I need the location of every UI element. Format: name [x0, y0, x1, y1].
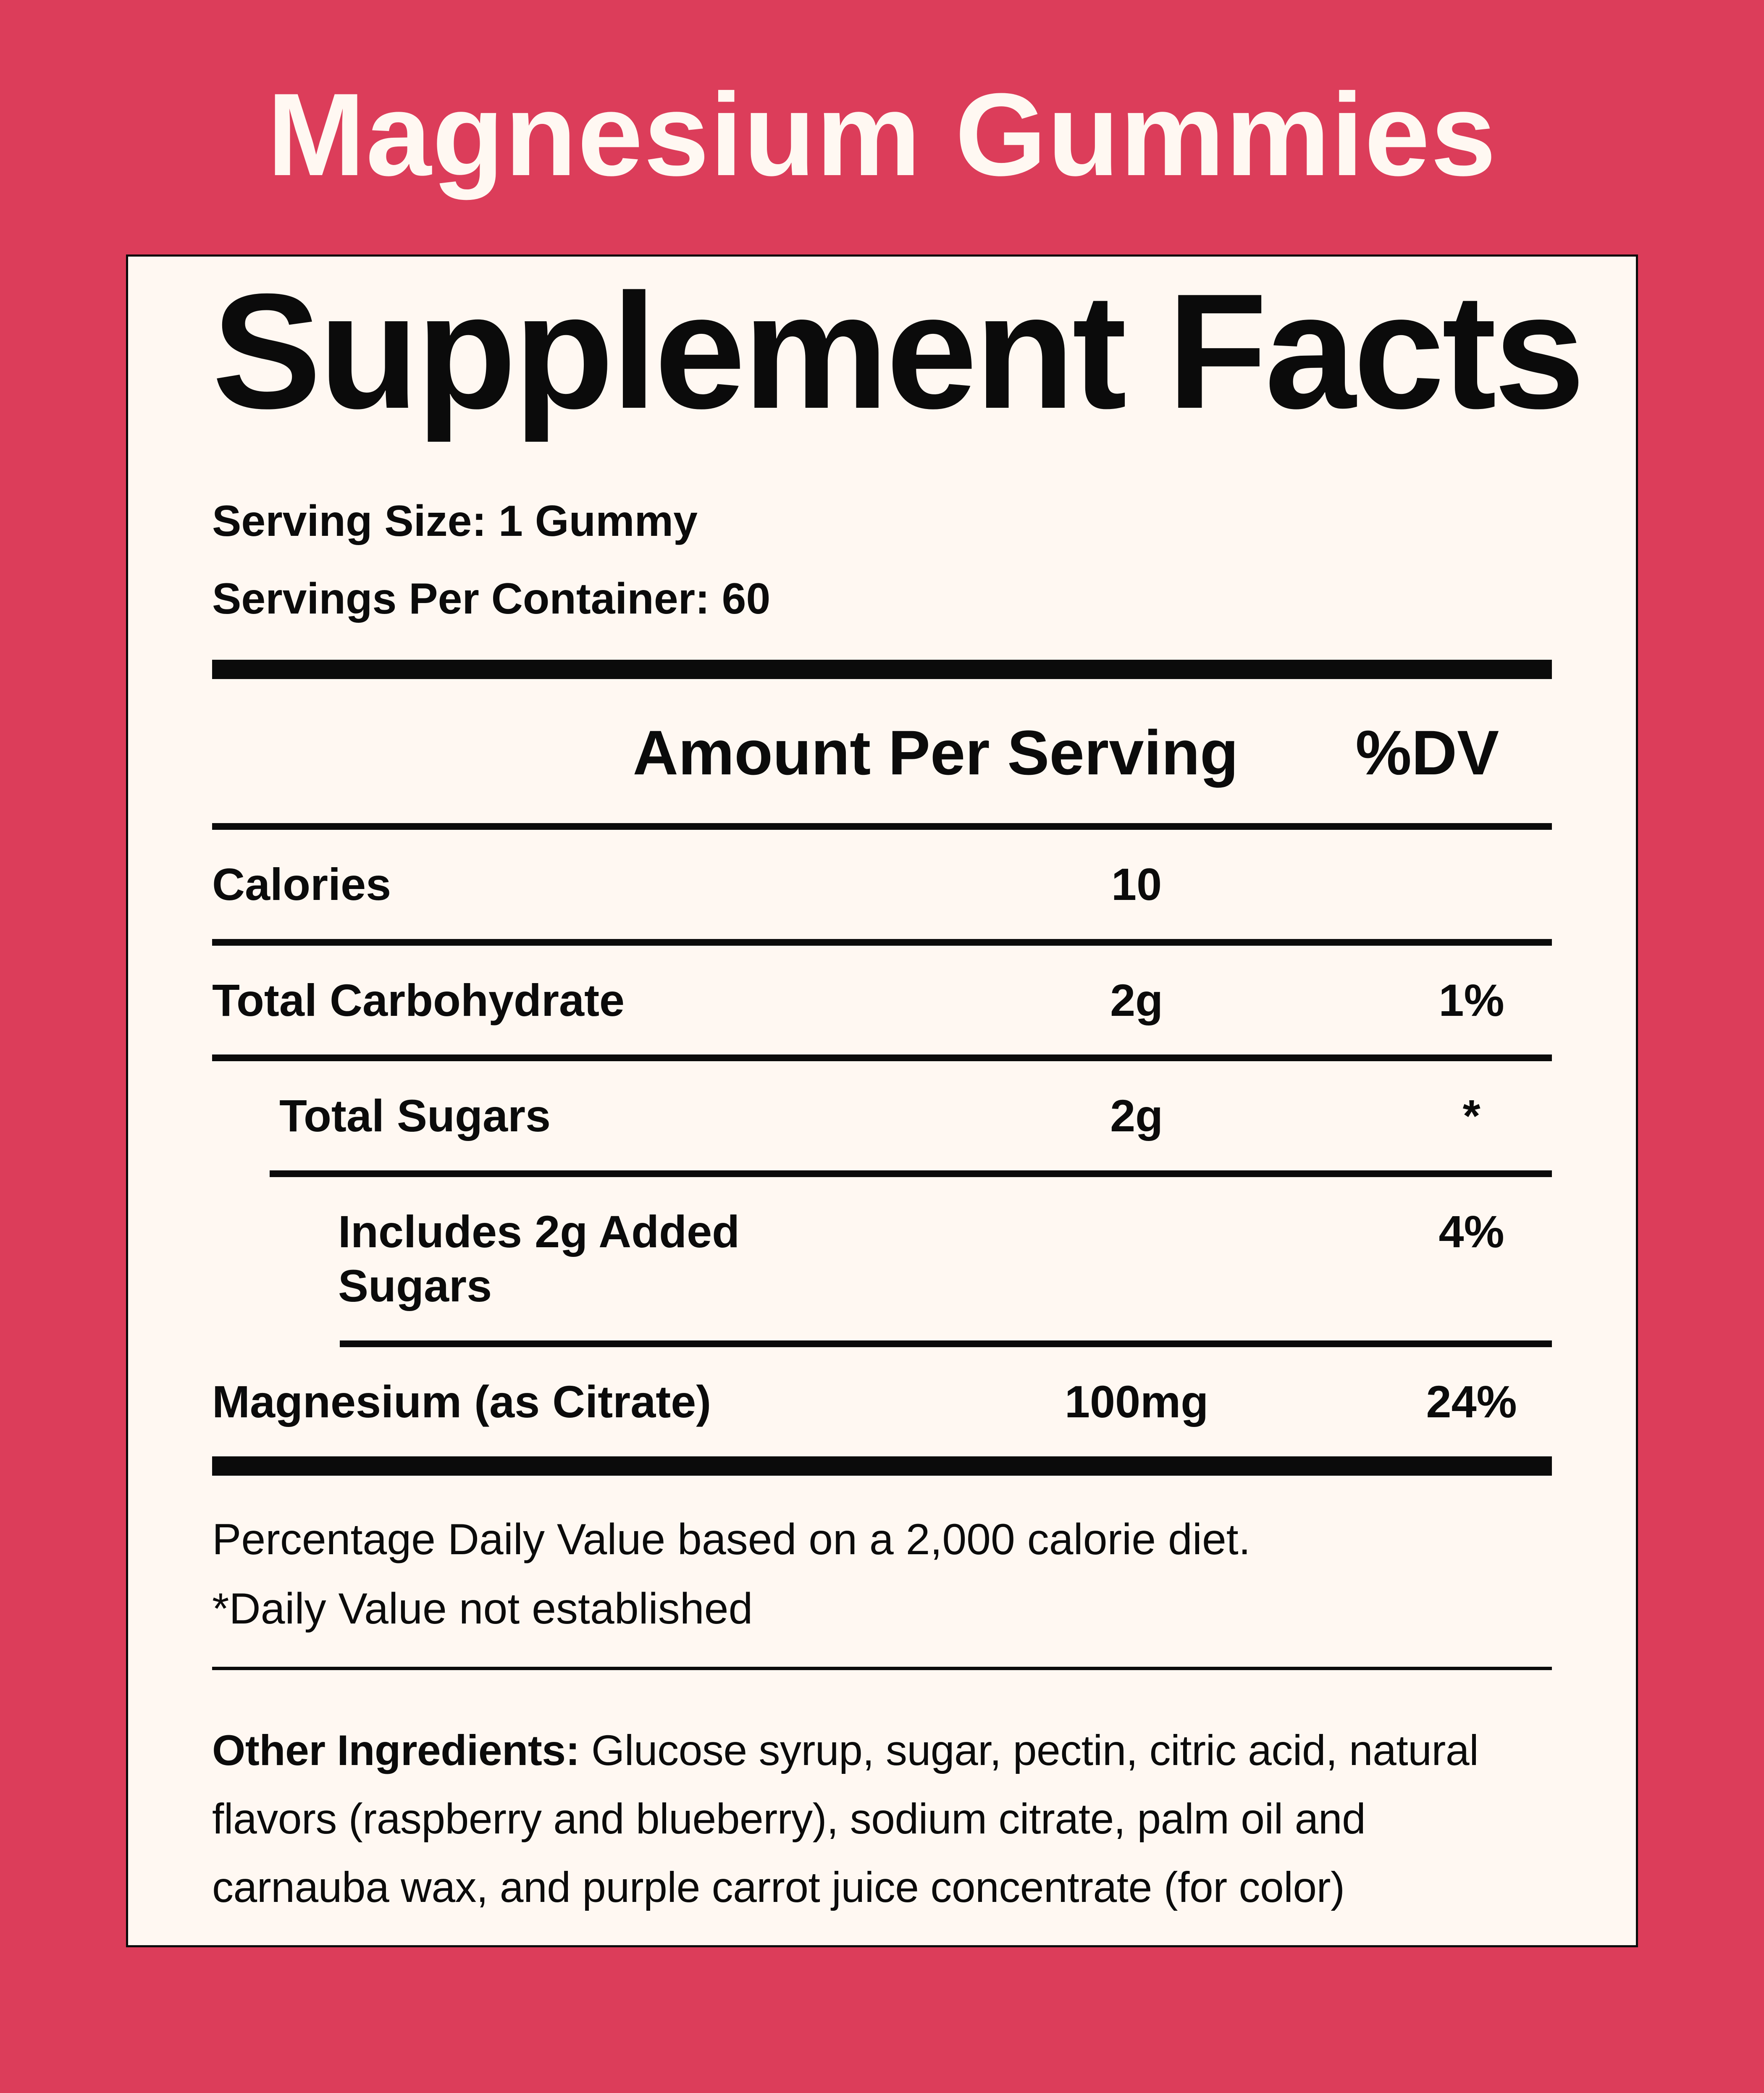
nutrient-amount	[882, 1204, 1391, 1313]
supplement-facts-panel	[126, 254, 1638, 1947]
row-calories	[212, 830, 1552, 939]
nutrient-amount: 2g	[1110, 974, 1163, 1026]
nutrient-dv	[1391, 857, 1552, 912]
serving-size: Serving Size: 1 Gummy	[212, 497, 698, 546]
footnote-not-established: *Daily Value not established	[212, 1584, 753, 1633]
page-background	[0, 67, 1764, 2093]
header-divider	[212, 823, 1552, 830]
supplement-facts-heading: Supplement Facts	[212, 260, 1583, 443]
dv-header: %DV	[1355, 717, 1499, 788]
footnote-daily-value: Percentage Daily Value based on a 2,000 calorie diet.	[212, 1515, 1251, 1564]
nutrient-name: Magnesium (as Citrate)	[212, 1376, 711, 1427]
product-title: Magnesium Gummies	[267, 69, 1497, 200]
nutrient-name: Calories	[212, 859, 391, 910]
amount-per-serving-header: Amount Per Serving	[633, 717, 1239, 788]
nutrient-amount: 100mg	[1064, 1376, 1209, 1427]
section-divider	[212, 1667, 1552, 1670]
table-bottom-bar	[212, 1456, 1552, 1476]
other-ingredients-label: Other Ingredients:	[212, 1726, 580, 1774]
other-ingredients-text: Glucose syrup, sugar, pectin, citric acid, natural flavors (raspberry and blueberry), sodium citrate, palm oil and carnauba wax, and purple carrot juice concentrate (for color)	[212, 1726, 1479, 1912]
nutrient-name: Includes 2g Added Sugars	[338, 1206, 740, 1311]
nutrient-dv: *	[1462, 1090, 1480, 1141]
nutrient-name: Total Carbohydrate	[212, 974, 625, 1026]
row-divider-indented	[270, 1170, 1552, 1177]
nutrient-dv: 24%	[1426, 1376, 1517, 1427]
row-divider	[212, 939, 1552, 946]
table-top-bar	[212, 660, 1552, 679]
servings-per-container: Servings Per Container: 60	[212, 574, 771, 623]
nutrient-amount: 10	[1111, 859, 1162, 910]
nutrient-name: Total Sugars	[279, 1090, 551, 1141]
row-added-sugars	[212, 1177, 1552, 1340]
nutrient-dv: 1%	[1438, 974, 1504, 1026]
table-header-row	[212, 679, 1552, 823]
other-ingredients	[212, 1716, 1552, 1922]
row-total-sugars	[212, 1061, 1552, 1170]
row-total-carbohydrate	[212, 946, 1552, 1055]
nutrient-amount: 2g	[1110, 1090, 1163, 1141]
row-magnesium	[212, 1347, 1552, 1456]
row-divider	[212, 1054, 1552, 1061]
row-divider-indented	[340, 1340, 1552, 1347]
nutrient-dv: 4%	[1438, 1206, 1504, 1257]
